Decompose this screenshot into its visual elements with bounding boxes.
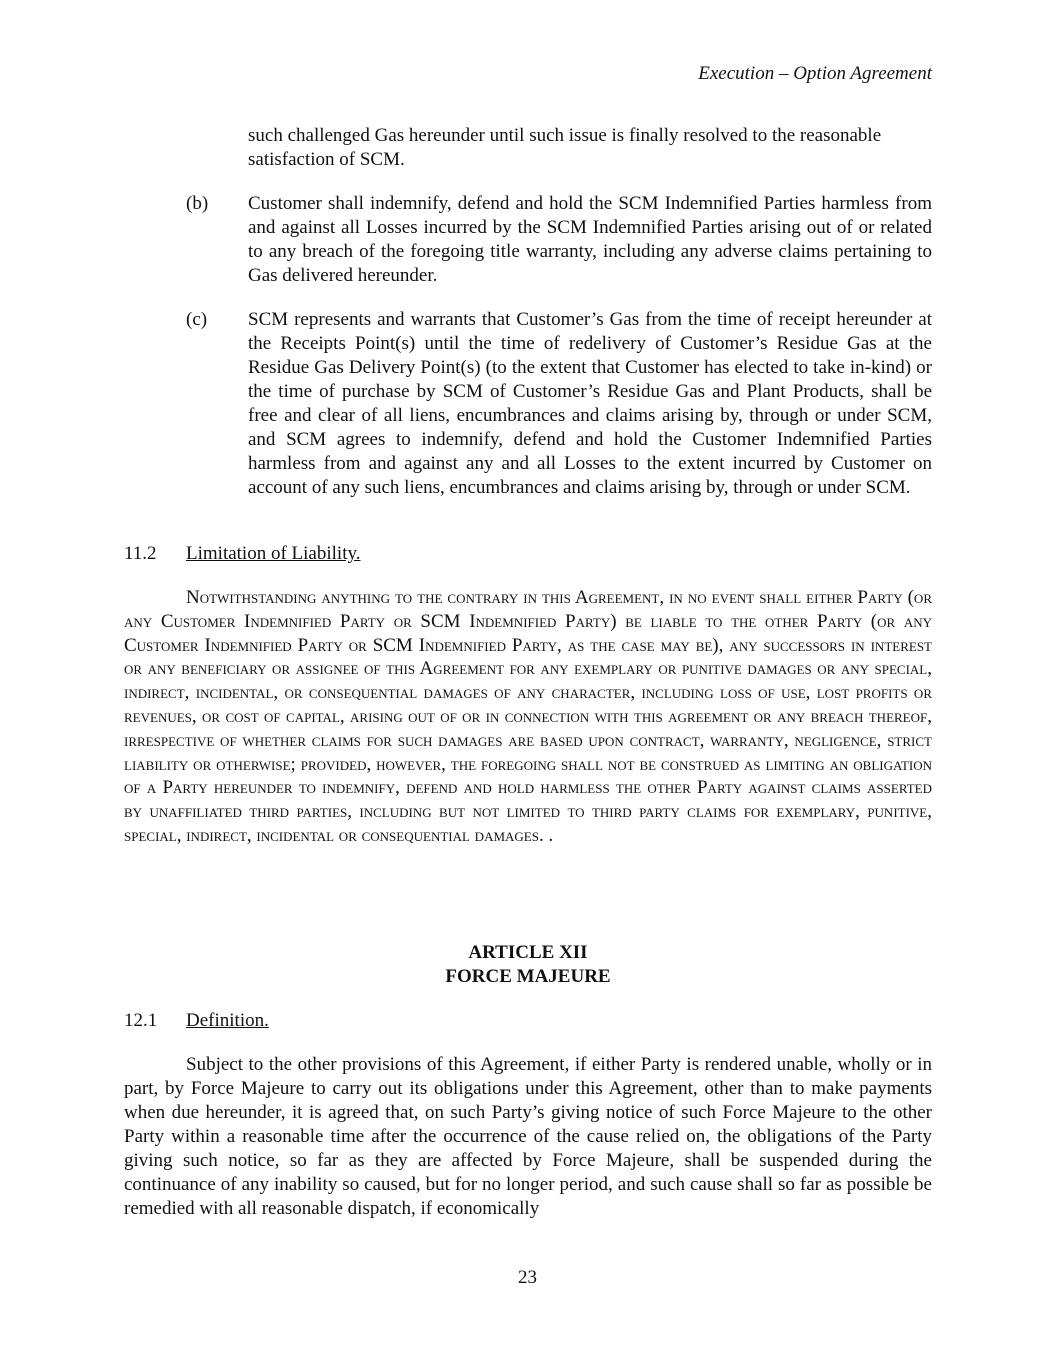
subsection-c-label: (c) [186,309,208,330]
running-header: Execution – Option Agreement [698,63,932,84]
section-12-1-title: Definition. [186,1010,269,1031]
subsection-b-label: (b) [186,193,209,214]
article-title-heading: FORCE MAJEURE [445,966,611,987]
subsection-c-text: SCM represents and warrants that Customer’s Gas from the time of receipt hereunder at the Receipts Point(s) until the time of redelivery of Customer’s Residue Gas at the Residue Gas Delivery Point(s) (to the extent that Customer has elected to take in-kind) or the time of purchase by SCM of Customer’s Residue Gas and Plant Products, shall be free and clear of all liens, encumbrances and claims arising by, through or under SCM, and SCM agrees to indemnify, defend and hold the Customer Indemnified Parties harmless from and against any and all Losses to the extent incurred by Customer on account of any such liens, encumbrances and claims arising by, through or under SCM. [248,309,932,498]
force-majeure-definition-paragraph: Subject to the other provisions of this Agreement, if either Party is rendered unable, wholly or in part, by Force Majeure to carry out its obligations under this Agreement, other than to make payments when due hereunder, it is agreed that, on such Party’s giving notice of such Force Majeure to the other Party within a reasonable time after the occurrence of the cause relied on, the obligations of the Party giving such notice, so far as they are affected by Force Majeure, shall be suspended during the continuance of any inability so caused, but for no longer period, and such cause shall so far as possible be remedied with all reasonable dispatch, if economically [124,1054,932,1219]
page-number: 23 [518,1267,537,1288]
section-11-2-number: 11.2 [124,543,157,564]
continuation-paragraph: such challenged Gas hereunder until such issue is finally resolved to the reasonable satisfaction of SCM. [248,125,882,170]
section-12-1-number: 12.1 [124,1010,158,1031]
subsection-b-text: Customer shall indemnify, defend and hold the SCM Indemnified Parties harmless from and against all Losses incurred by the SCM Indemnified Parties arising out of or related to any breach of the foregoing title warranty, including any adverse claims pertaining to Gas delivered hereunder. [248,193,932,286]
section-11-2-title: Limitation of Liability. [186,543,361,564]
limitation-of-liability-paragraph: Notwithstanding anything to the contrary in this Agreement, in no event shall either Party (or any Customer Indemnified Party or SCM Indemnified Party) be liable to the other Party (or any Customer Indemnified Party or SCM Indemnified Party, as the case may be), any successors in interest or any beneficiary or assignee of this Agreement for any exemplary or punitive damages or any special, indirect, incidental, or consequential damages of any character, including loss of use, lost profits or revenues, or cost of capital, arising out of or in connection with this agreement or any breach thereof, irrespective of whether claims for such damages are based upon contract, warranty, negligence, strict liability or otherwise; provided, however, the foregoing shall not be construed as limiting an obligation of a Party hereunder to indemnify, defend and hold harmless the other Party against claims asserted by unaffiliated third parties, including but not limited to third party claims for exemplary, punitive, special, indirect, incidental or consequential damages. . [124,587,932,846]
article-number-heading: ARTICLE XII [468,942,588,963]
